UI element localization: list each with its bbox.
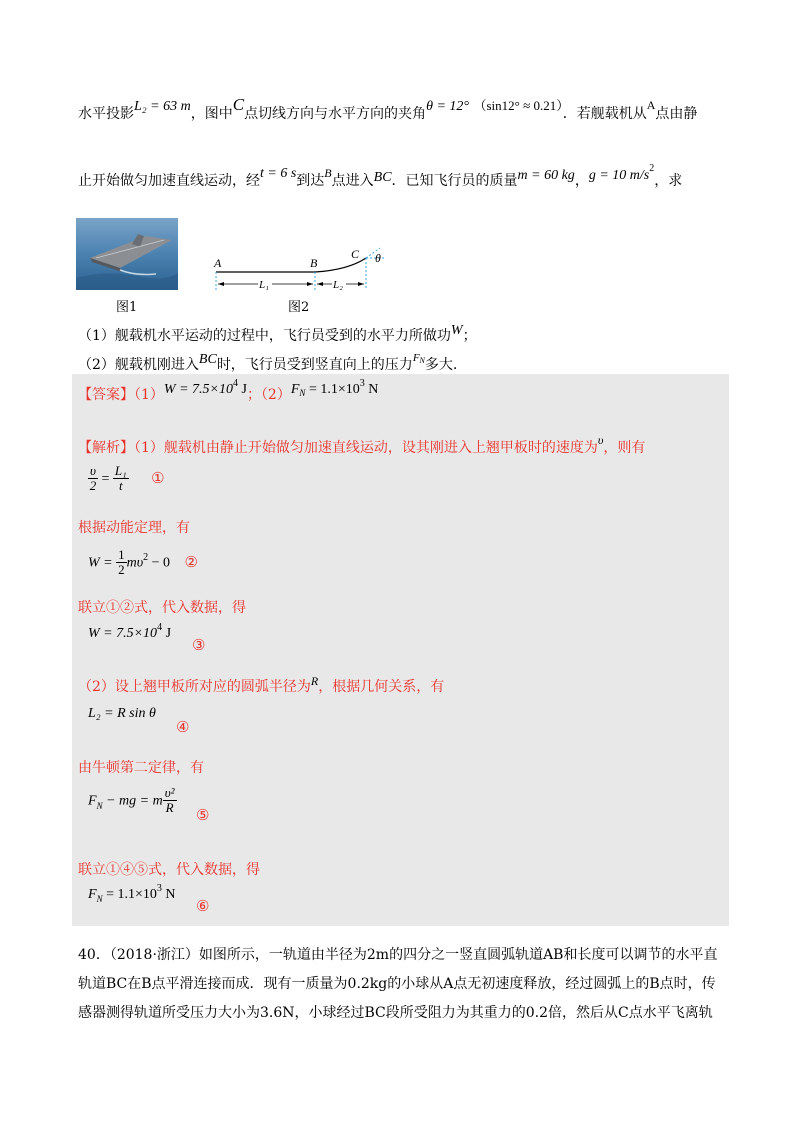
equation-6: $F_N = 1.1\times 10^3$ N <box>88 883 176 904</box>
marker-5: ⑤ <box>196 806 210 824</box>
analysis-text-5: 由牛顿第二定律，有 <box>78 760 204 776</box>
label-c: C <box>351 247 360 261</box>
carrier-photo <box>76 218 178 290</box>
equation-3: $W = 7.5\times 10^4$ J <box>88 622 172 641</box>
l2-value: L₂ = 63 m <box>134 99 191 114</box>
marker-1: ① <box>151 468 165 487</box>
carrier-ship-illustration <box>76 218 178 290</box>
label-b: B <box>310 256 318 270</box>
analysis-text-4: （2）设上翘甲板所对应的圆弧半径为R，根据几何关系，有 <box>78 674 445 695</box>
label-theta: θ <box>375 251 381 265</box>
label-a: A <box>214 256 222 270</box>
label-l1: L₁ <box>259 279 269 291</box>
problem40-line-1: 40．（2018·浙江）如图所示，一轨道由半径为2m的四分之一竖直圆弧轨道AB和长度可以调节的水平直 <box>78 947 718 963</box>
analysis-tag: 【解析】 <box>78 440 134 456</box>
problem-line-1: 水平投影L₂ = 63 m，图中C点切线方向与水平方向的夹角θ = 12° （sin12° ≈ 0.21）．若舰载机从A点由静 <box>78 95 698 122</box>
fig2-caption: 图2 <box>288 300 310 315</box>
analysis-intro: 【解析】（1）舰载机由静止开始做匀加速直线运动，设其刚进入上翘甲板时的速度为υ，则有 <box>78 433 646 456</box>
marker-6: ⑥ <box>196 897 210 915</box>
equation-2: W = $\frac{1}{2}$ $m\upsilon^2 - 0$ ② <box>88 547 198 577</box>
analysis-text-6: 联立①④⑤式，代入数据，得 <box>78 862 260 878</box>
question-1: （1）舰载机水平运动的过程中，飞行员受到的水平力所做功W； <box>78 323 477 344</box>
label-l2: L₂ <box>333 279 343 291</box>
problem40-line-3: 感器测得轨道所受压力大小为3.6N，小球经过BC段所受阻力为其重力的0.2倍，然后从C点水平飞离轨 <box>78 1005 713 1021</box>
answer-line: 【答案】$(1)W = 7.5\times 10^4$ J；$(2)F^N = 1.1\times 10^3$ N <box>78 378 379 403</box>
deck-diagram <box>208 240 388 292</box>
question-2: （2）舰载机刚进入BC时，飞行员受到竖直向上的压力$^{FN}$多大. <box>78 352 458 373</box>
fig1-caption: 图1 <box>116 300 138 315</box>
answer-tag: 【答案】 <box>78 387 134 403</box>
problem40-line-2: 轨道BC在B点平滑连接而成．现有一质量为0.2kg的小球从A点无初速度释放，经过圆弧上的B点时，传 <box>78 976 716 992</box>
equation-5: $F_N$ − mg = m $\frac{\text{υ²}}{R}$ <box>88 785 175 815</box>
analysis-text-3: 联立①②式，代入数据，得 <box>78 600 246 616</box>
equation-4: L₂ = R sin θ <box>88 706 156 721</box>
problem-line-2: 止开始做匀加速直线运动，经t = 6 s到达B点进入BC．已知飞行员的质量m = 60 kg，g = 10 $m/s^2$，求 <box>78 163 683 189</box>
marker-2: ② <box>184 552 198 571</box>
marker-4: ④ <box>176 718 190 736</box>
marker-3: ③ <box>192 636 206 654</box>
analysis-text-2: 根据动能定理，有 <box>78 520 190 536</box>
equation-1: $\frac{\upsilon}{2}$ = $\frac{\text{L₁}}{t}$ ① <box>89 463 165 493</box>
